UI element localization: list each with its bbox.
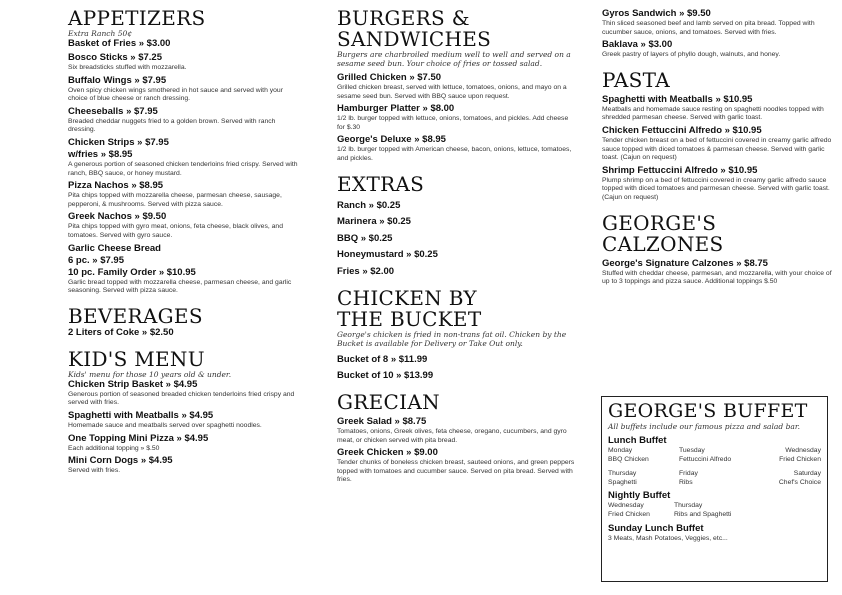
section-note: Burgers are charbroiled medium well to well and served on a sesame seed bun. Your choice of fries or tossed salad.	[337, 50, 571, 68]
item-description: Oven spicy chicken wings smothered in hot sauce and served with your choice of blue cheese or ranch dressing.	[68, 86, 283, 103]
item-description: A generous portion of seasoned chicken tenderloins fried crispy. Served with ranch, BBQ sauce, or honey mustard.	[68, 160, 298, 177]
section-title-extras: EXTRAS	[337, 171, 425, 196]
menu-item	[337, 416, 575, 445]
item-description: Breaded cheddar nuggets fried to a golden brown. Served with ranch dressing.	[68, 117, 276, 134]
item-name: Chicken Strips » $7.95	[68, 136, 169, 148]
nightly-buffet-title: Nightly Buffet	[608, 490, 671, 502]
bucket-item: Bucket of 10 » $13.99	[337, 370, 434, 382]
menu-item	[68, 180, 304, 209]
item-description: Each additional topping » $.50	[68, 444, 160, 452]
menu-item	[68, 211, 304, 240]
menu-column-1	[68, 8, 304, 478]
extra-item: Fries » $2.00	[337, 265, 395, 277]
item-name: Cheeseballs » $7.95	[68, 105, 158, 117]
item-name-variant: 10 pc. Family Order » $10.95	[68, 266, 196, 278]
schedule-cell: Spaghetti	[608, 478, 637, 486]
item-name: Greek Chicken » $9.00	[337, 447, 438, 459]
menu-item	[337, 72, 575, 101]
extra-item: Ranch » $0.25	[337, 199, 401, 211]
item-description: Tender chicken breast on a bed of fettuccini covered in creamy garlic alfredo sauce topped with diced tomatoes & parmesan cheese. Served with garlic toast. (Cajun on request)	[602, 136, 832, 162]
schedule-cell: BBQ Chicken	[608, 455, 649, 463]
item-name: Spaghetti with Meatballs » $4.95	[68, 409, 214, 421]
menu-column-2	[337, 8, 575, 487]
item-description: Tomatoes, onions, Greek olives, feta cheese, oregano, cucumbers, and gyro meat, or chicken served with pita bread.	[337, 428, 567, 444]
item-description: Six breadsticks stuffed with mozzarella.	[68, 64, 187, 71]
kids-menu-section	[68, 346, 304, 476]
menu-item	[68, 433, 304, 454]
item-name: Hamburger Platter » $8.00	[337, 103, 455, 115]
menu-item	[68, 75, 304, 104]
schedule-cell: Tuesday	[679, 447, 705, 454]
appetizers-section	[68, 8, 304, 296]
beverages-section	[68, 303, 304, 339]
item-name: Chicken Fettuccini Alfredo » $10.95	[602, 124, 762, 136]
item-name: Buffalo Wings » $7.95	[68, 74, 167, 86]
item-name: Pizza Nachos » $8.95	[68, 180, 164, 192]
item-description: Garlic bread topped with mozzarella cheese, parmesan cheese, and garlic seasoning. Served with pizza sauce.	[68, 278, 292, 295]
item-name: One Topping Mini Pizza » $4.95	[68, 432, 209, 444]
extras-section	[337, 171, 575, 281]
schedule-cell: Chef's Choice	[778, 478, 821, 486]
section-title-appetizers: APPETIZERS	[68, 6, 206, 30]
menu-item	[337, 447, 575, 485]
buffet-box	[601, 396, 828, 582]
item-name: Baklava » $3.00	[602, 39, 673, 51]
schedule-cell: Fried Chicken	[779, 455, 821, 463]
schedule-cell: Monday	[608, 447, 633, 454]
lunch-buffet-schedule	[608, 447, 821, 487]
schedule-cell: Wednesday	[608, 502, 644, 510]
bucket-item: Bucket of 8 » $11.99	[337, 354, 428, 366]
menu-item	[68, 106, 304, 135]
item-description: Grilled chicken breast, served with lettuce, tomatoes, onions, and mayo on a sesame seed bun. Served with BBQ sauce upon request.	[337, 84, 567, 100]
menu-item	[337, 134, 575, 163]
menu-item	[68, 410, 304, 431]
menu-column-3	[602, 8, 836, 289]
item-name: Gyros Sandwich » $9.50	[602, 8, 711, 19]
chicken-bucket-section	[337, 288, 575, 384]
extra-item: BBQ » $0.25	[337, 232, 393, 244]
item-description: Generous portion of seasoned breaded chicken tenderloins fried crispy and served with fries.	[68, 390, 295, 407]
schedule-cell: Thursday	[674, 502, 703, 510]
item-description: Thin sliced seasoned beef and lamb served on pita bread. Topped with cucumber sauce, onions, and tomatoes. Served with fries.	[602, 20, 815, 36]
section-note: All buffets include our famous pizza and salad bar.	[608, 422, 801, 431]
item-description: 1/2 lb. burger topped with American cheese, bacon, onions, lettuce, tomatoes, and pickles.	[337, 146, 572, 162]
section-title-buffet: GEORGE'S BUFFET	[608, 400, 808, 422]
menu-item	[68, 379, 304, 408]
section-title-chicken-by: CHICKEN BY	[337, 286, 477, 311]
section-title-grecian: GRECIAN	[337, 390, 440, 415]
section-title-pasta: PASTA	[602, 67, 670, 92]
item-description: Stuffed with cheddar cheese, parmesan, and mozzarella, with your choice of up to 3 toppings and pizza sauce. Additional toppings $.50	[602, 269, 832, 286]
menu-item	[602, 258, 836, 287]
item-name: George's Deluxe » $8.95	[337, 134, 446, 146]
item-description: Meatballs and homemade sauce resting on spaghetti noodles topped with shredded parmesan cheese. Served with garlic toast.	[602, 105, 824, 122]
extra-item: Marinera » $0.25	[337, 216, 411, 228]
item-name-variant: 6 pc. » $7.95	[68, 254, 124, 266]
section-note: George's chicken is fried in non-trans fat oil. Chicken by the Bucket is available for Delivery or Take Out only.	[337, 330, 567, 349]
section-title-georges: GEORGE'S	[602, 210, 717, 235]
pasta-section	[602, 67, 836, 203]
item-name: Greek Nachos » $9.50	[68, 211, 167, 223]
menu-item	[602, 8, 836, 37]
item-description: 1/2 lb. burger topped with lettuce, onions, tomatoes, and pickles. Add cheese for $.30	[337, 115, 569, 131]
item-description: Plump shrimp on a bed of fettuccini covered in creamy garlic alfredo sauce topped with diced tomatoes and parmesan cheese. Served with garlic toast. (Cajun on request)	[602, 176, 830, 201]
item-description: Pita chips topped with gyro meat, onions, feta cheese, black olives, and tomatoes. Served with gyro sauce.	[68, 223, 283, 239]
item-name: Spaghetti with Meatballs » $10.95	[602, 93, 753, 105]
schedule-cell: Ribs and Spaghetti	[674, 510, 732, 518]
section-title-sandwiches: SANDWICHES	[337, 27, 492, 51]
section-title-the-bucket: THE BUCKET	[337, 307, 482, 332]
menu-item	[68, 243, 304, 296]
menu-item	[68, 455, 304, 476]
item-description: Tender chunks of boneless chicken breast, sauteed onions, and green peppers topped with tomatoes and cucumber sauce. Served on pita bread. Served with fries.	[337, 459, 575, 484]
burgers-section	[337, 8, 575, 164]
section-title-beverages: BEVERAGES	[68, 303, 203, 328]
item-name: George's Signature Calzones » $8.75	[602, 257, 768, 269]
item-name: Greek Salad » $8.75	[337, 416, 427, 428]
menu-item	[68, 38, 304, 50]
menu-item	[602, 165, 836, 203]
section-title-calzones: CALZONES	[602, 231, 724, 256]
item-description: Greek pastry of layers of phyllo dough, walnuts, and honey.	[602, 51, 781, 59]
schedule-cell: Fettuccini Alfredo	[679, 455, 732, 463]
sunday-buffet-title: Sunday Lunch Buffet	[608, 522, 704, 534]
schedule-cell: Wednesday	[785, 447, 821, 454]
item-name: Bosco Sticks » $7.25	[68, 52, 162, 63]
lunch-buffet-title: Lunch Buffet	[608, 435, 667, 446]
item-name-variant: w/fries » $8.95	[68, 148, 133, 160]
section-note: Extra Ranch 50¢	[68, 29, 133, 38]
extra-item: Honeymustard » $0.25	[337, 249, 438, 261]
item-name: Basket of Fries » $3.00	[68, 38, 171, 49]
menu-item	[68, 52, 304, 73]
item-name: 2 Liters of Coke » $2.50	[68, 326, 174, 338]
grecian-section	[337, 392, 575, 485]
section-title-kids-menu: KID'S MENU	[68, 346, 205, 371]
nightly-buffet-schedule	[608, 502, 821, 519]
schedule-cell: Saturday	[793, 470, 821, 478]
item-description: Pita chips topped with mozzarella cheese, parmesan cheese, sausage, pepperoni, & mushrooms. Served with pizza sauce.	[68, 192, 282, 208]
schedule-cell: Friday	[679, 470, 698, 478]
menu-item	[337, 103, 575, 132]
schedule-cell: Thursday	[608, 470, 637, 478]
menu-item	[602, 94, 836, 123]
item-name: Garlic Cheese Bread	[68, 242, 161, 254]
item-name: Grilled Chicken » $7.50	[337, 72, 442, 83]
menu-item	[602, 125, 836, 163]
menu-item	[68, 327, 304, 339]
schedule-cell: Ribs	[679, 478, 693, 486]
section-title-burgers: BURGERS &	[337, 6, 470, 30]
menu-item	[68, 137, 304, 178]
menu-item	[602, 39, 836, 60]
schedule-cell: Fried Chicken	[608, 510, 650, 518]
item-name: Chicken Strip Basket » $4.95	[68, 378, 198, 390]
item-description: Served with fries.	[68, 467, 121, 475]
item-name: Mini Corn Dogs » $4.95	[68, 455, 173, 467]
calzones-section	[602, 210, 836, 287]
section-note: Kids' menu for those 10 years old & under.	[68, 369, 232, 379]
item-name: Shrimp Fettuccini Alfredo » $10.95	[602, 164, 758, 176]
item-description: Homemade sauce and meatballs served over spaghetti noodles.	[68, 421, 262, 429]
sunday-buffet-description: 3 Meats, Mash Potatoes, Veggies, etc...	[608, 534, 728, 542]
